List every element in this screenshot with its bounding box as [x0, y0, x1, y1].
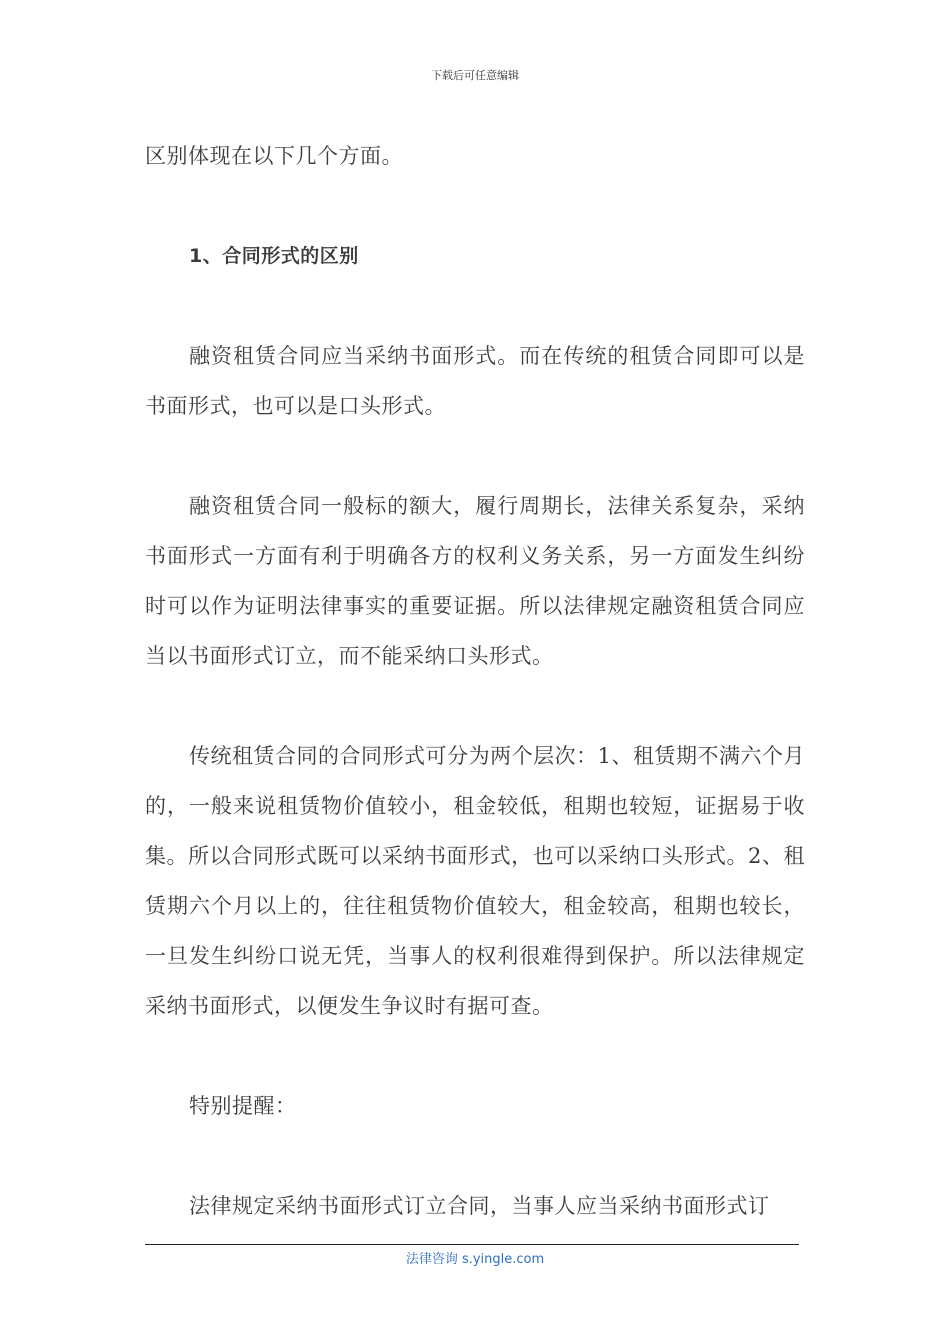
paragraph-gap: [145, 431, 805, 481]
paragraph-reasons: 融资租赁合同一般标的额大，履行周期长，法律关系复杂，采纳书面形式一方面有利于明确各方的权利义务关系，另一方面发生纠纷时可以作为证明法律事实的重要证据。所以法律规定融资租赁合同应当以书面形式订立，而不能采纳口头形式。: [145, 494, 805, 668]
paragraph-special-reminder: 特别提醒：: [189, 1094, 297, 1118]
paragraph-form-requirement: 融资租赁合同应当采纳书面形式。而在传统的租赁合同即可以是书面形式，也可以是口头形式。: [145, 344, 805, 418]
paragraph-gap: [145, 181, 805, 231]
page-header: 下载后可任意编辑: [431, 69, 519, 82]
paragraph-gap: [145, 1131, 805, 1181]
paragraph-gap: [145, 681, 805, 731]
paragraph-gap: [145, 1031, 805, 1081]
paragraph-intro: 区别体现在以下几个方面。: [145, 144, 403, 168]
paragraph-gap: [145, 281, 805, 331]
footer-link[interactable]: 法律咨询 s.yingle.com: [405, 1252, 545, 1267]
document-body: [145, 131, 805, 1231]
paragraph-closing: 法律规定采纳书面形式订立合同，当事人应当采纳书面形式订: [189, 1194, 770, 1218]
section-heading: 1、合同形式的区别: [189, 245, 359, 267]
footer-divider: [145, 1244, 799, 1245]
paragraph-traditional-lease: 传统租赁合同的合同形式可分为两个层次：1、租赁期不满六个月的，一般来说租赁物价值较小，租金较低，租期也较短，证据易于收集。所以合同形式既可以采纳书面形式，也可以采纳口头形式。2、租赁期六个月以上的，往往租赁物价值较大，租金较高，租期也较长，一旦发生纠纷口说无凭，当事人的权利很难得到保护。所以法律规定采纳书面形式，以便发生争议时有据可查。: [145, 744, 805, 1018]
